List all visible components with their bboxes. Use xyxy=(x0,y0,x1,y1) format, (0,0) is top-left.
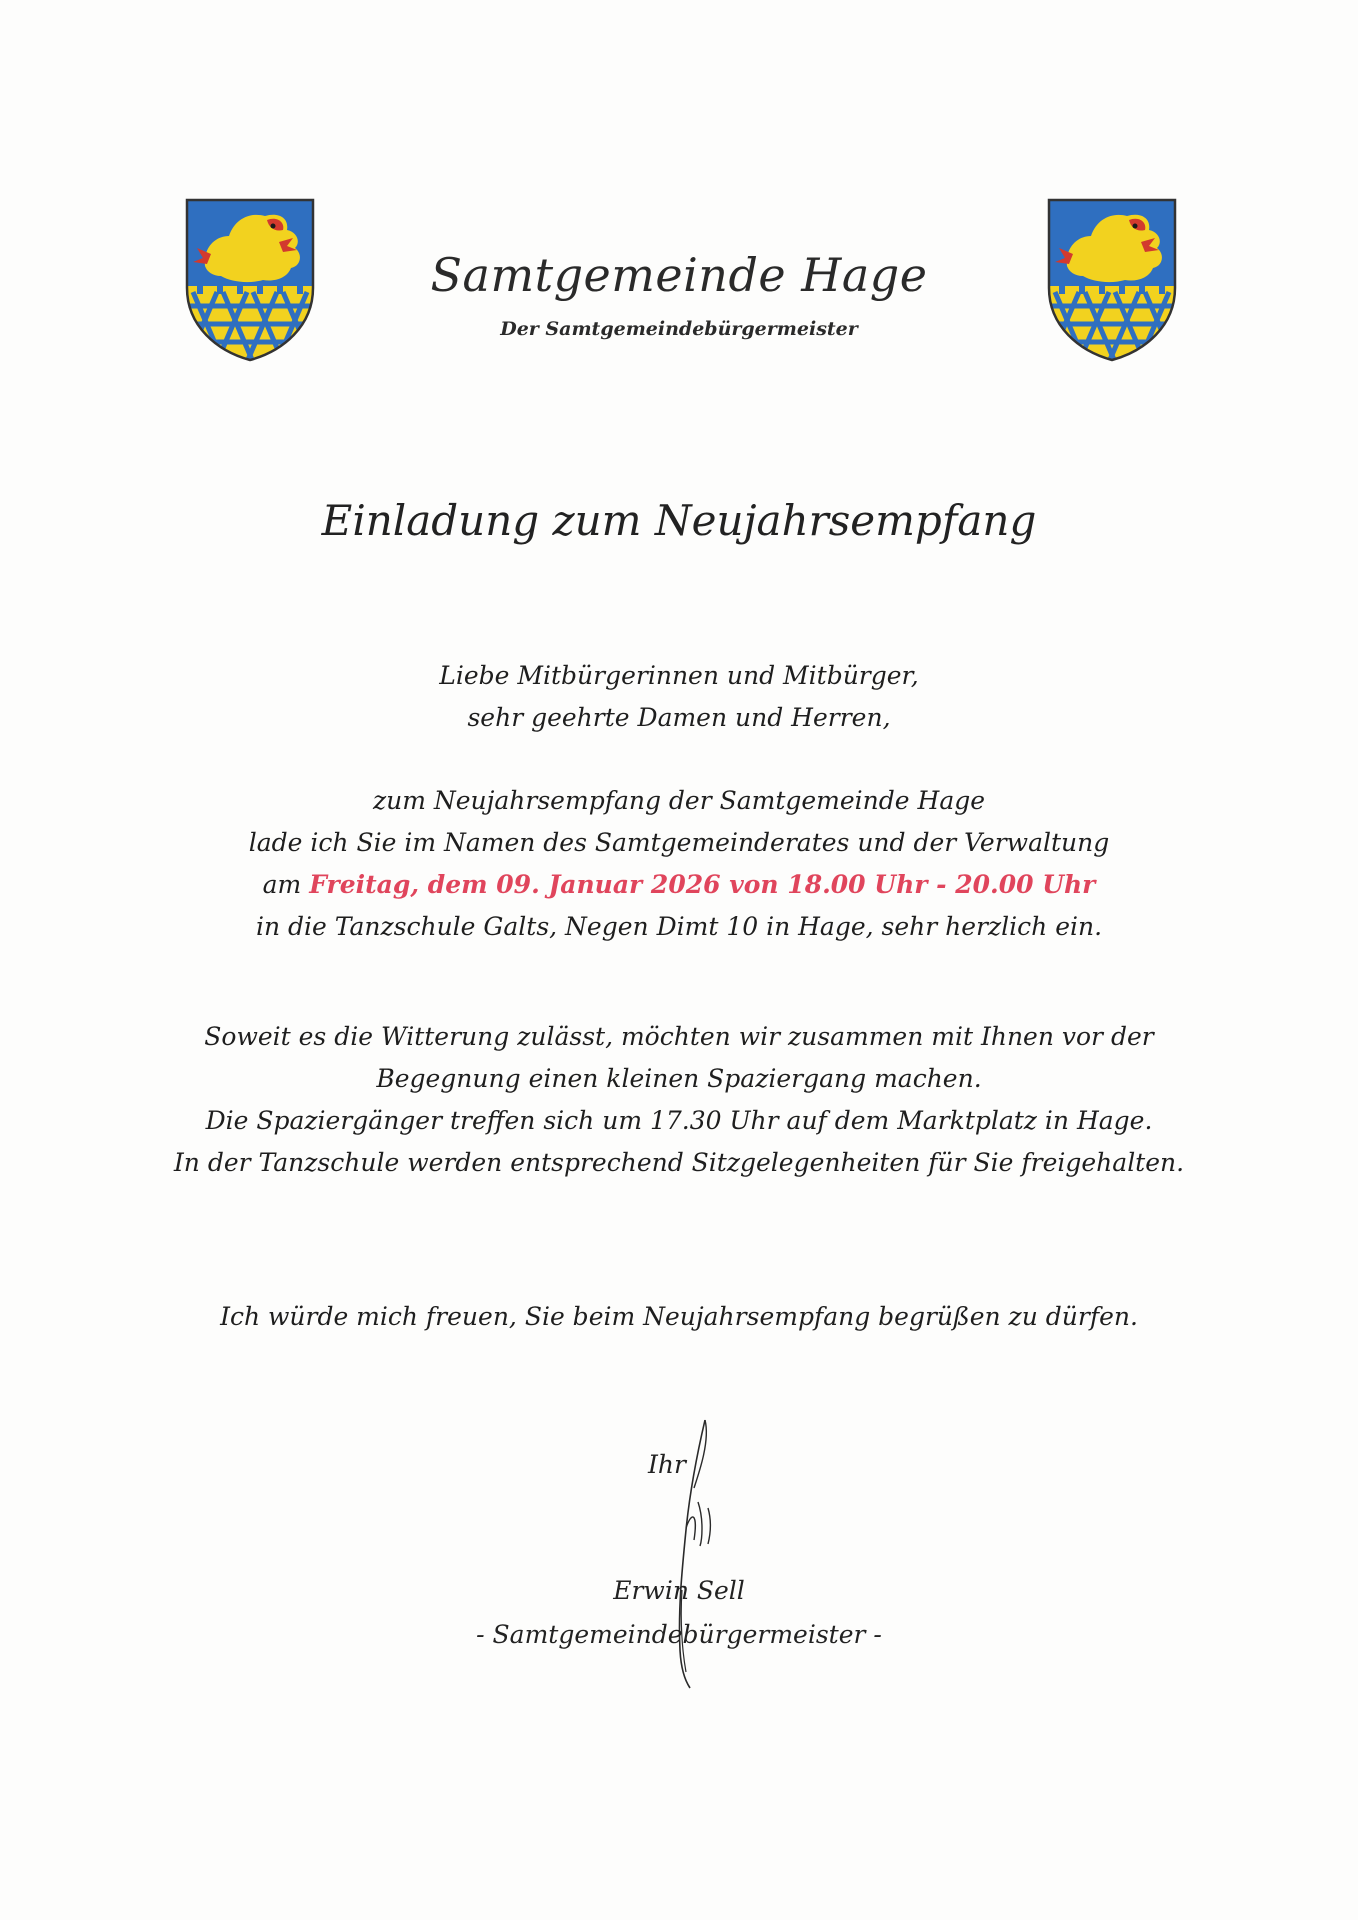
greeting-line: Liebe Mitbürgerinnen und Mitbürger, xyxy=(439,661,919,690)
signatory-role: - Samtgemeindebürgermeister - xyxy=(476,1620,882,1649)
closing-paragraph xyxy=(0,1296,1358,1338)
date-prefix: am xyxy=(262,870,302,899)
walk-line: Die Spaziergänger treffen sich um 17.30 Uhr auf dem Marktplatz in Hage. xyxy=(205,1106,1153,1135)
walk-line: In der Tanzschule werden entsprechend Sitzgelegenheiten für Sie freigehalten. xyxy=(173,1148,1185,1177)
signature-salutation: Ihr xyxy=(648,1450,686,1479)
greeting-paragraph xyxy=(0,655,1358,739)
walk-paragraph xyxy=(0,1016,1358,1184)
invitation-line: in die Tanzschule Galts, Negen Dimt 10 in Hage, sehr herzlich ein. xyxy=(255,912,1103,941)
event-date-highlight: Freitag, dem 09. Januar 2026 von 18.00 Uhr - 20.00 Uhr xyxy=(309,870,1096,899)
signatory-name: Erwin Sell xyxy=(613,1576,745,1605)
walk-line: Begegnung einen kleinen Spaziergang machen. xyxy=(376,1064,982,1093)
organization-title: Samtgemeinde Hage xyxy=(430,248,928,302)
document-title: Einladung zum Neujahrsempfang xyxy=(321,496,1037,545)
invitation-paragraph xyxy=(0,780,1358,948)
walk-line: Soweit es die Witterung zulässt, möchten wir zusammen mit Ihnen vor der xyxy=(204,1022,1154,1051)
greeting-line: sehr geehrte Damen und Herren, xyxy=(467,703,891,732)
invitation-date-line xyxy=(0,864,1358,906)
closing-line: Ich würde mich freuen, Sie beim Neujahrsempfang begrüßen zu dürfen. xyxy=(220,1302,1138,1331)
organization-subtitle: Der Samtgemeindebürgermeister xyxy=(500,318,858,340)
invitation-line: zum Neujahrsempfang der Samtgemeinde Hage xyxy=(372,786,986,815)
invitation-line: lade ich Sie im Namen des Samtgemeinderates und der Verwaltung xyxy=(248,828,1110,857)
